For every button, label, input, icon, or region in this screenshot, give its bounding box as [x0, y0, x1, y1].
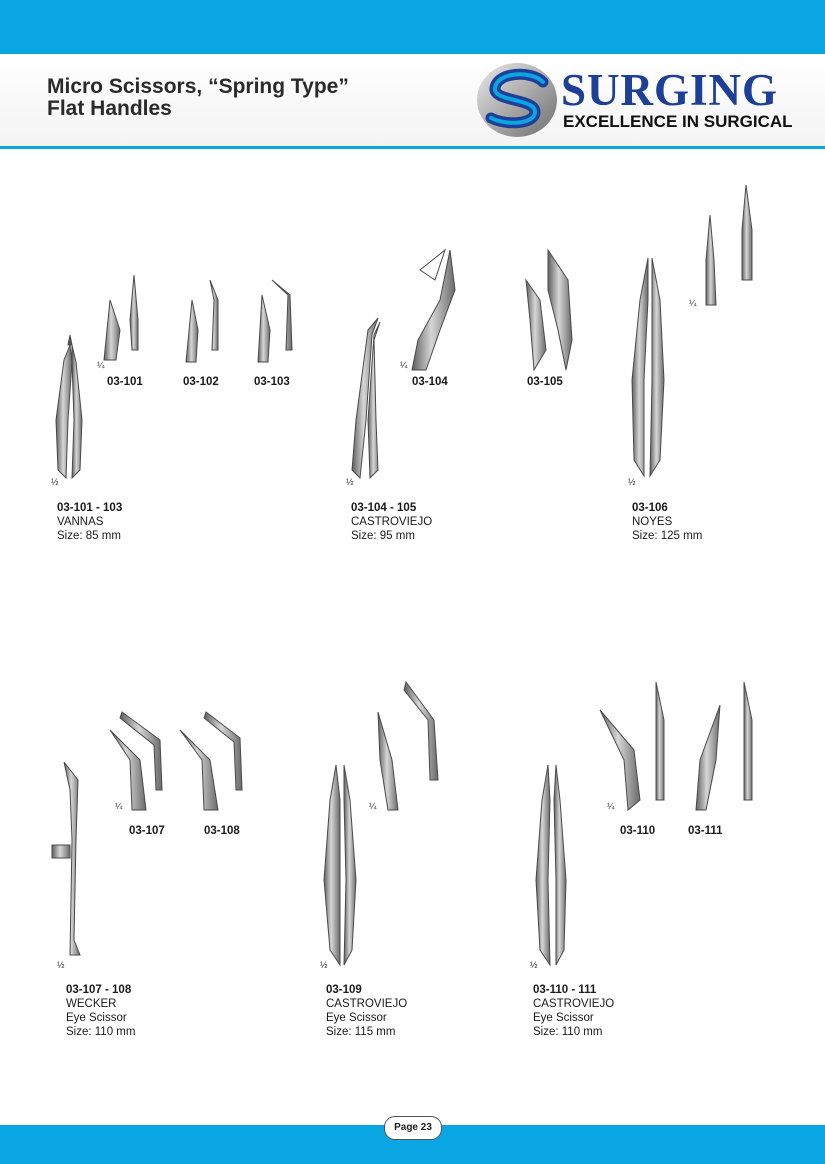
- page-title-line1: Micro Scissors, “Spring Type”: [47, 75, 349, 98]
- product-caption: [632, 501, 702, 543]
- micro-scissors-illustration: [104, 275, 138, 360]
- item-code: 03-111: [688, 825, 723, 837]
- scale-fraction: ¼: [369, 801, 377, 811]
- caption-size: Size: 125 mm: [632, 530, 703, 542]
- caption-code: 03-101 - 103: [57, 502, 123, 514]
- scale-fraction: ½: [530, 960, 538, 970]
- product-caption: [326, 983, 407, 1039]
- item-code: 03-102: [183, 376, 219, 388]
- item-code: 03-105: [527, 376, 563, 388]
- caption-size: Size: 115 mm: [326, 1026, 396, 1038]
- caption-name: CASTROVIEJO: [533, 998, 615, 1010]
- micro-scissors-illustration: [324, 765, 356, 965]
- page-title-line2: Flat Handles: [47, 97, 172, 120]
- scale-fraction: ¼: [115, 801, 123, 811]
- micro-scissors-illustration: [536, 765, 566, 965]
- caption-code: 03-107 - 108: [66, 984, 132, 996]
- caption-code: 03-106: [632, 502, 668, 514]
- scale-fraction: ¼: [607, 801, 615, 811]
- caption-name: VANNAS: [57, 516, 104, 528]
- micro-scissors-illustration: [186, 280, 218, 362]
- micro-scissors-illustration: [412, 250, 455, 370]
- item-code: 03-110: [620, 825, 656, 837]
- caption-name: WECKER: [66, 998, 117, 1010]
- micro-scissors-illustration: [352, 318, 380, 478]
- product-caption: [66, 983, 135, 1039]
- logo-wordmark: SURGING: [561, 65, 779, 115]
- caption-size: Size: 110 mm: [66, 1026, 136, 1038]
- caption-type: Eye Scissor: [326, 1012, 387, 1024]
- micro-scissors-illustration: [526, 250, 572, 370]
- item-code: 03-107: [129, 825, 165, 837]
- item-code: 03-108: [204, 825, 240, 837]
- caption-type: Eye Scissor: [533, 1012, 594, 1024]
- product-caption: [533, 983, 614, 1039]
- scale-fraction: ½: [51, 477, 59, 487]
- caption-size: Size: 85 mm: [57, 530, 121, 542]
- caption-name: NOYES: [632, 516, 673, 528]
- micro-scissors-illustration: [258, 280, 292, 362]
- caption-size: Size: 95 mm: [351, 530, 415, 542]
- item-code: 03-103: [254, 376, 290, 388]
- caption-code: 03-109: [326, 984, 362, 996]
- micro-scissors-illustration: [632, 258, 664, 476]
- item-code: 03-101: [107, 376, 143, 388]
- scale-fraction: ½: [57, 960, 65, 970]
- caption-size: Size: 110 mm: [533, 1026, 603, 1038]
- scale-fraction: ½: [346, 477, 354, 487]
- micro-scissors-illustration: [52, 762, 80, 955]
- micro-scissors-illustration: [56, 335, 82, 478]
- caption-code: 03-104 - 105: [351, 502, 417, 514]
- micro-scissors-illustration: [600, 682, 664, 810]
- item-code: 03-104: [412, 376, 448, 388]
- micro-scissors-illustration: [110, 712, 162, 810]
- micro-scissors-illustration: [706, 185, 752, 305]
- scale-fraction: ½: [320, 960, 328, 970]
- caption-name: CASTROVIEJO: [351, 516, 433, 528]
- micro-scissors-illustration: [696, 682, 752, 810]
- product-caption: [57, 501, 122, 543]
- page-number: Page 23: [384, 1116, 442, 1140]
- scale-fraction: ½: [628, 477, 636, 487]
- micro-scissors-illustration: [378, 682, 438, 810]
- caption-type: Eye Scissor: [66, 1012, 127, 1024]
- product-caption: [351, 501, 432, 543]
- scale-fraction: ¼: [689, 298, 697, 308]
- caption-code: 03-110 - 111: [533, 984, 597, 996]
- scale-fraction: ¼: [97, 360, 105, 370]
- logo-tagline: EXCELLENCE IN SURGICAL: [563, 112, 793, 131]
- micro-scissors-illustration: [180, 712, 242, 810]
- caption-name: CASTROVIEJO: [326, 998, 408, 1010]
- scale-fraction: ¼: [400, 360, 408, 370]
